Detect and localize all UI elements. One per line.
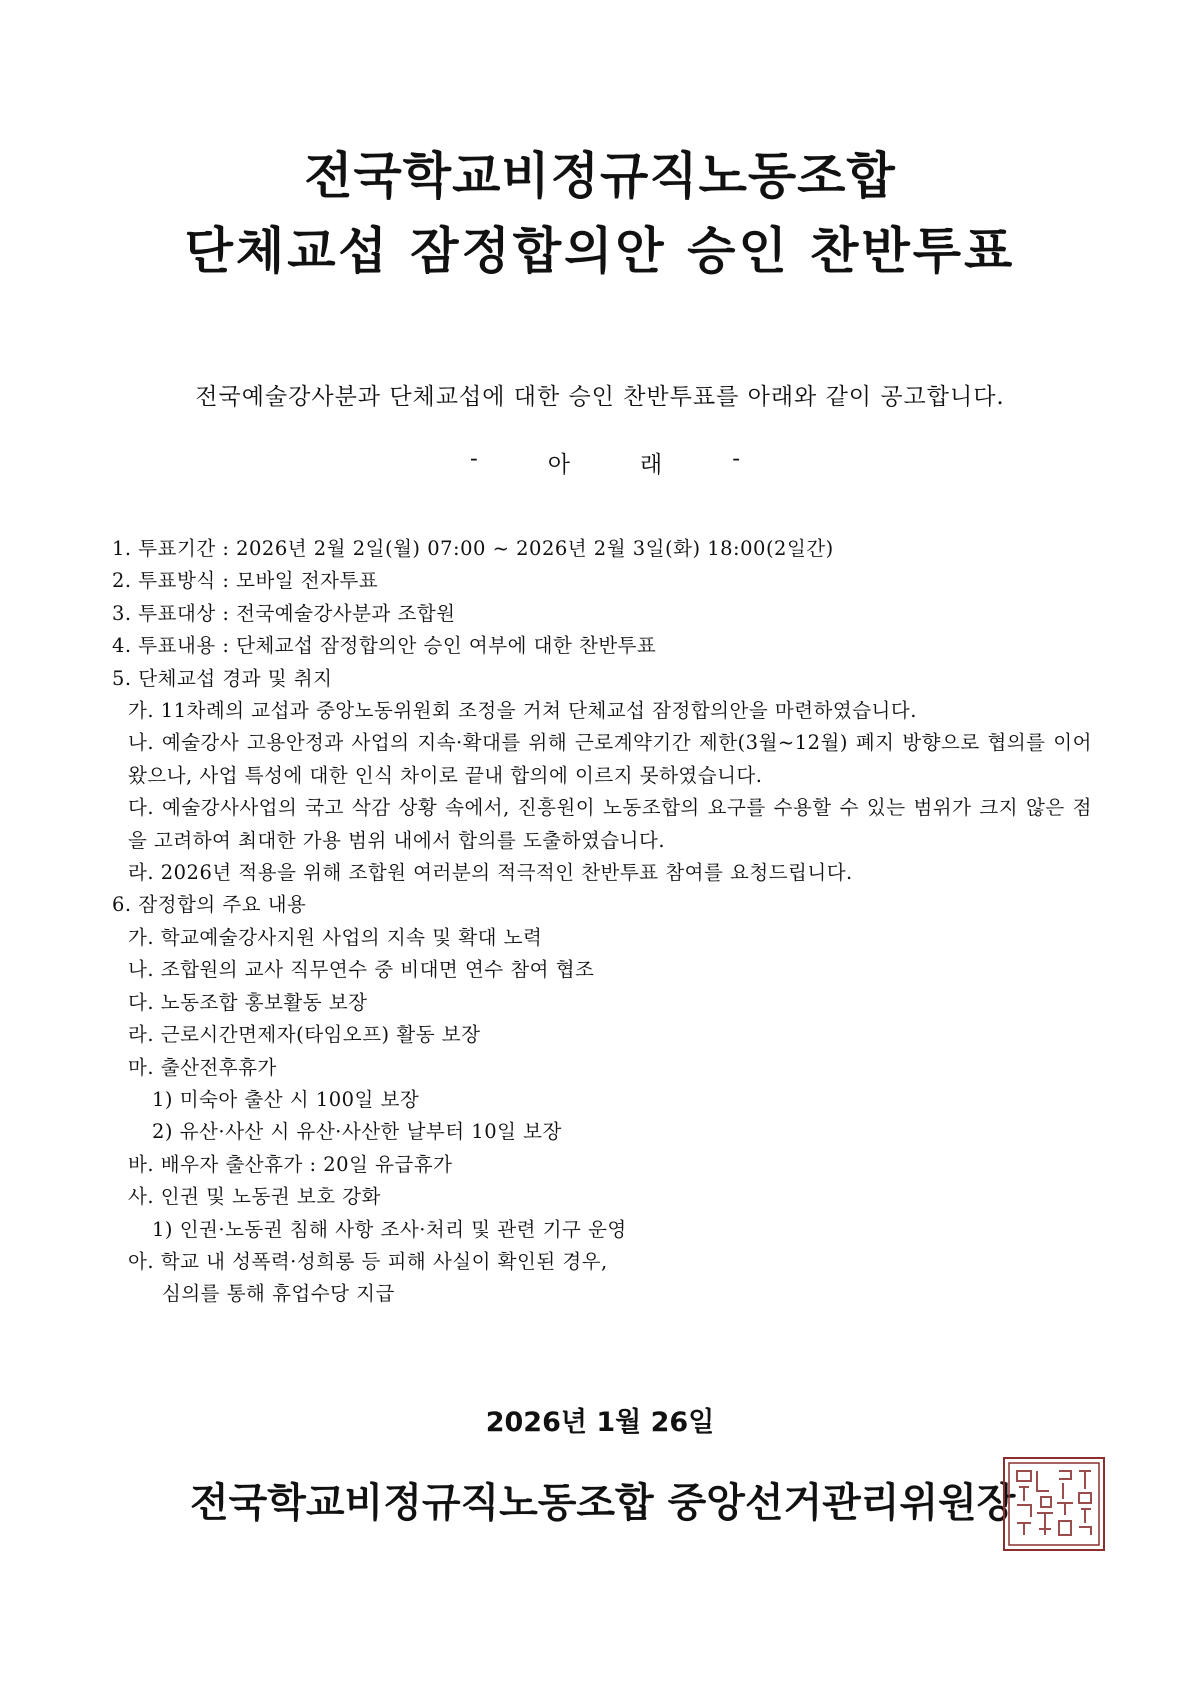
body-item: 5. 단체교섭 경과 및 취지: [112, 666, 333, 690]
body-item: 가. 학교예술강사지원 사업의 지속 및 확대 노력: [128, 925, 543, 949]
arae-char-rae: 래: [640, 452, 663, 478]
arae-char-a: 아: [547, 452, 570, 478]
body-item: 사. 인권 및 노동권 보호 강화: [128, 1185, 381, 1209]
announcement-date: 2026년 1월 26일: [485, 1407, 715, 1438]
body-item: 나. 예술강사 고용안정과 사업의 지속·확대를 위해 근로계약기간 제한(3월~12월) 폐지 방향으로 협의를 이어왔으나, 사업 특성에 대한 인식 차이로 끝내 합의에 이르지 못하였습니다.: [128, 731, 1092, 787]
body-item: 마. 출산전후휴가: [128, 1055, 277, 1079]
body-item: 1. 투표기간 : 2026년 2월 2일(월) 07:00 ~ 2026년 2월 3일(화) 18:00(2일간): [112, 537, 834, 560]
official-seal-icon: [1003, 1457, 1105, 1551]
signer-title: 전국학교비정규직노동조합 중앙선거관리위원장: [190, 1480, 1016, 1526]
body-item: 나. 조합원의 교사 직무연수 중 비대면 연수 참여 협조: [128, 958, 595, 982]
body-item: 심의를 통해 휴업수당 지급: [162, 1282, 395, 1306]
document-title-line1: 전국학교비정규직노동조합: [304, 147, 896, 205]
body-item: 6. 잠정합의 주요 내용: [112, 893, 307, 917]
body-item: 다. 예술강사사업의 국고 삭감 상황 속에서, 진흥원이 노동조합의 요구를 수용할 수 있는 범위가 크지 않은 점을 고려하여 최대한 가용 범위 내에서 합의를 도출하였습니다.: [128, 796, 1092, 852]
body-item: 3. 투표대상 : 전국예술강사분과 조합원: [112, 601, 456, 625]
arae-dash-left: -: [470, 446, 478, 472]
body-item: 2) 유산·사산 시 유산·사산한 날부터 10일 보장: [152, 1120, 562, 1144]
arae-heading: [470, 446, 740, 479]
body-item: 가. 11차례의 교섭과 중앙노동위원회 조정을 거쳐 단체교섭 잠정합의안을 마련하였습니다.: [128, 699, 917, 723]
body-item: 1) 인권·노동권 침해 사항 조사·처리 및 관련 기구 운영: [152, 1217, 627, 1241]
body-item: 1) 미숙아 출산 시 100일 보장: [152, 1087, 420, 1111]
body-item: 바. 배우자 출산휴가 : 20일 유급휴가: [128, 1152, 453, 1176]
document-title-line2: 단체교섭 잠정합의안 승인 찬반투표: [184, 222, 1016, 280]
body-item: 아. 학교 내 성폭력·성희롱 등 피해 사실이 확인된 경우,: [128, 1249, 608, 1273]
body-item: 4. 투표내용 : 단체교섭 잠정합의안 승인 여부에 대한 찬반투표: [112, 634, 657, 658]
body-item: 2. 투표방식 : 모바일 전자투표: [112, 569, 379, 593]
announcement-body: [112, 533, 1092, 1311]
body-item: 다. 노동조합 홍보활동 보장: [128, 990, 368, 1014]
body-item: 라. 근로시간면제자(타임오프) 활동 보장: [128, 1023, 481, 1047]
announcement-intro: 전국예술강사분과 단체교섭에 대한 승인 찬반투표를 아래와 같이 공고합니다.: [195, 384, 1005, 410]
body-item: 라. 2026년 적용을 위해 조합원 여러분의 적극적인 찬반투표 참여를 요청드립니다.: [128, 861, 853, 885]
arae-dash-right: -: [732, 446, 740, 472]
